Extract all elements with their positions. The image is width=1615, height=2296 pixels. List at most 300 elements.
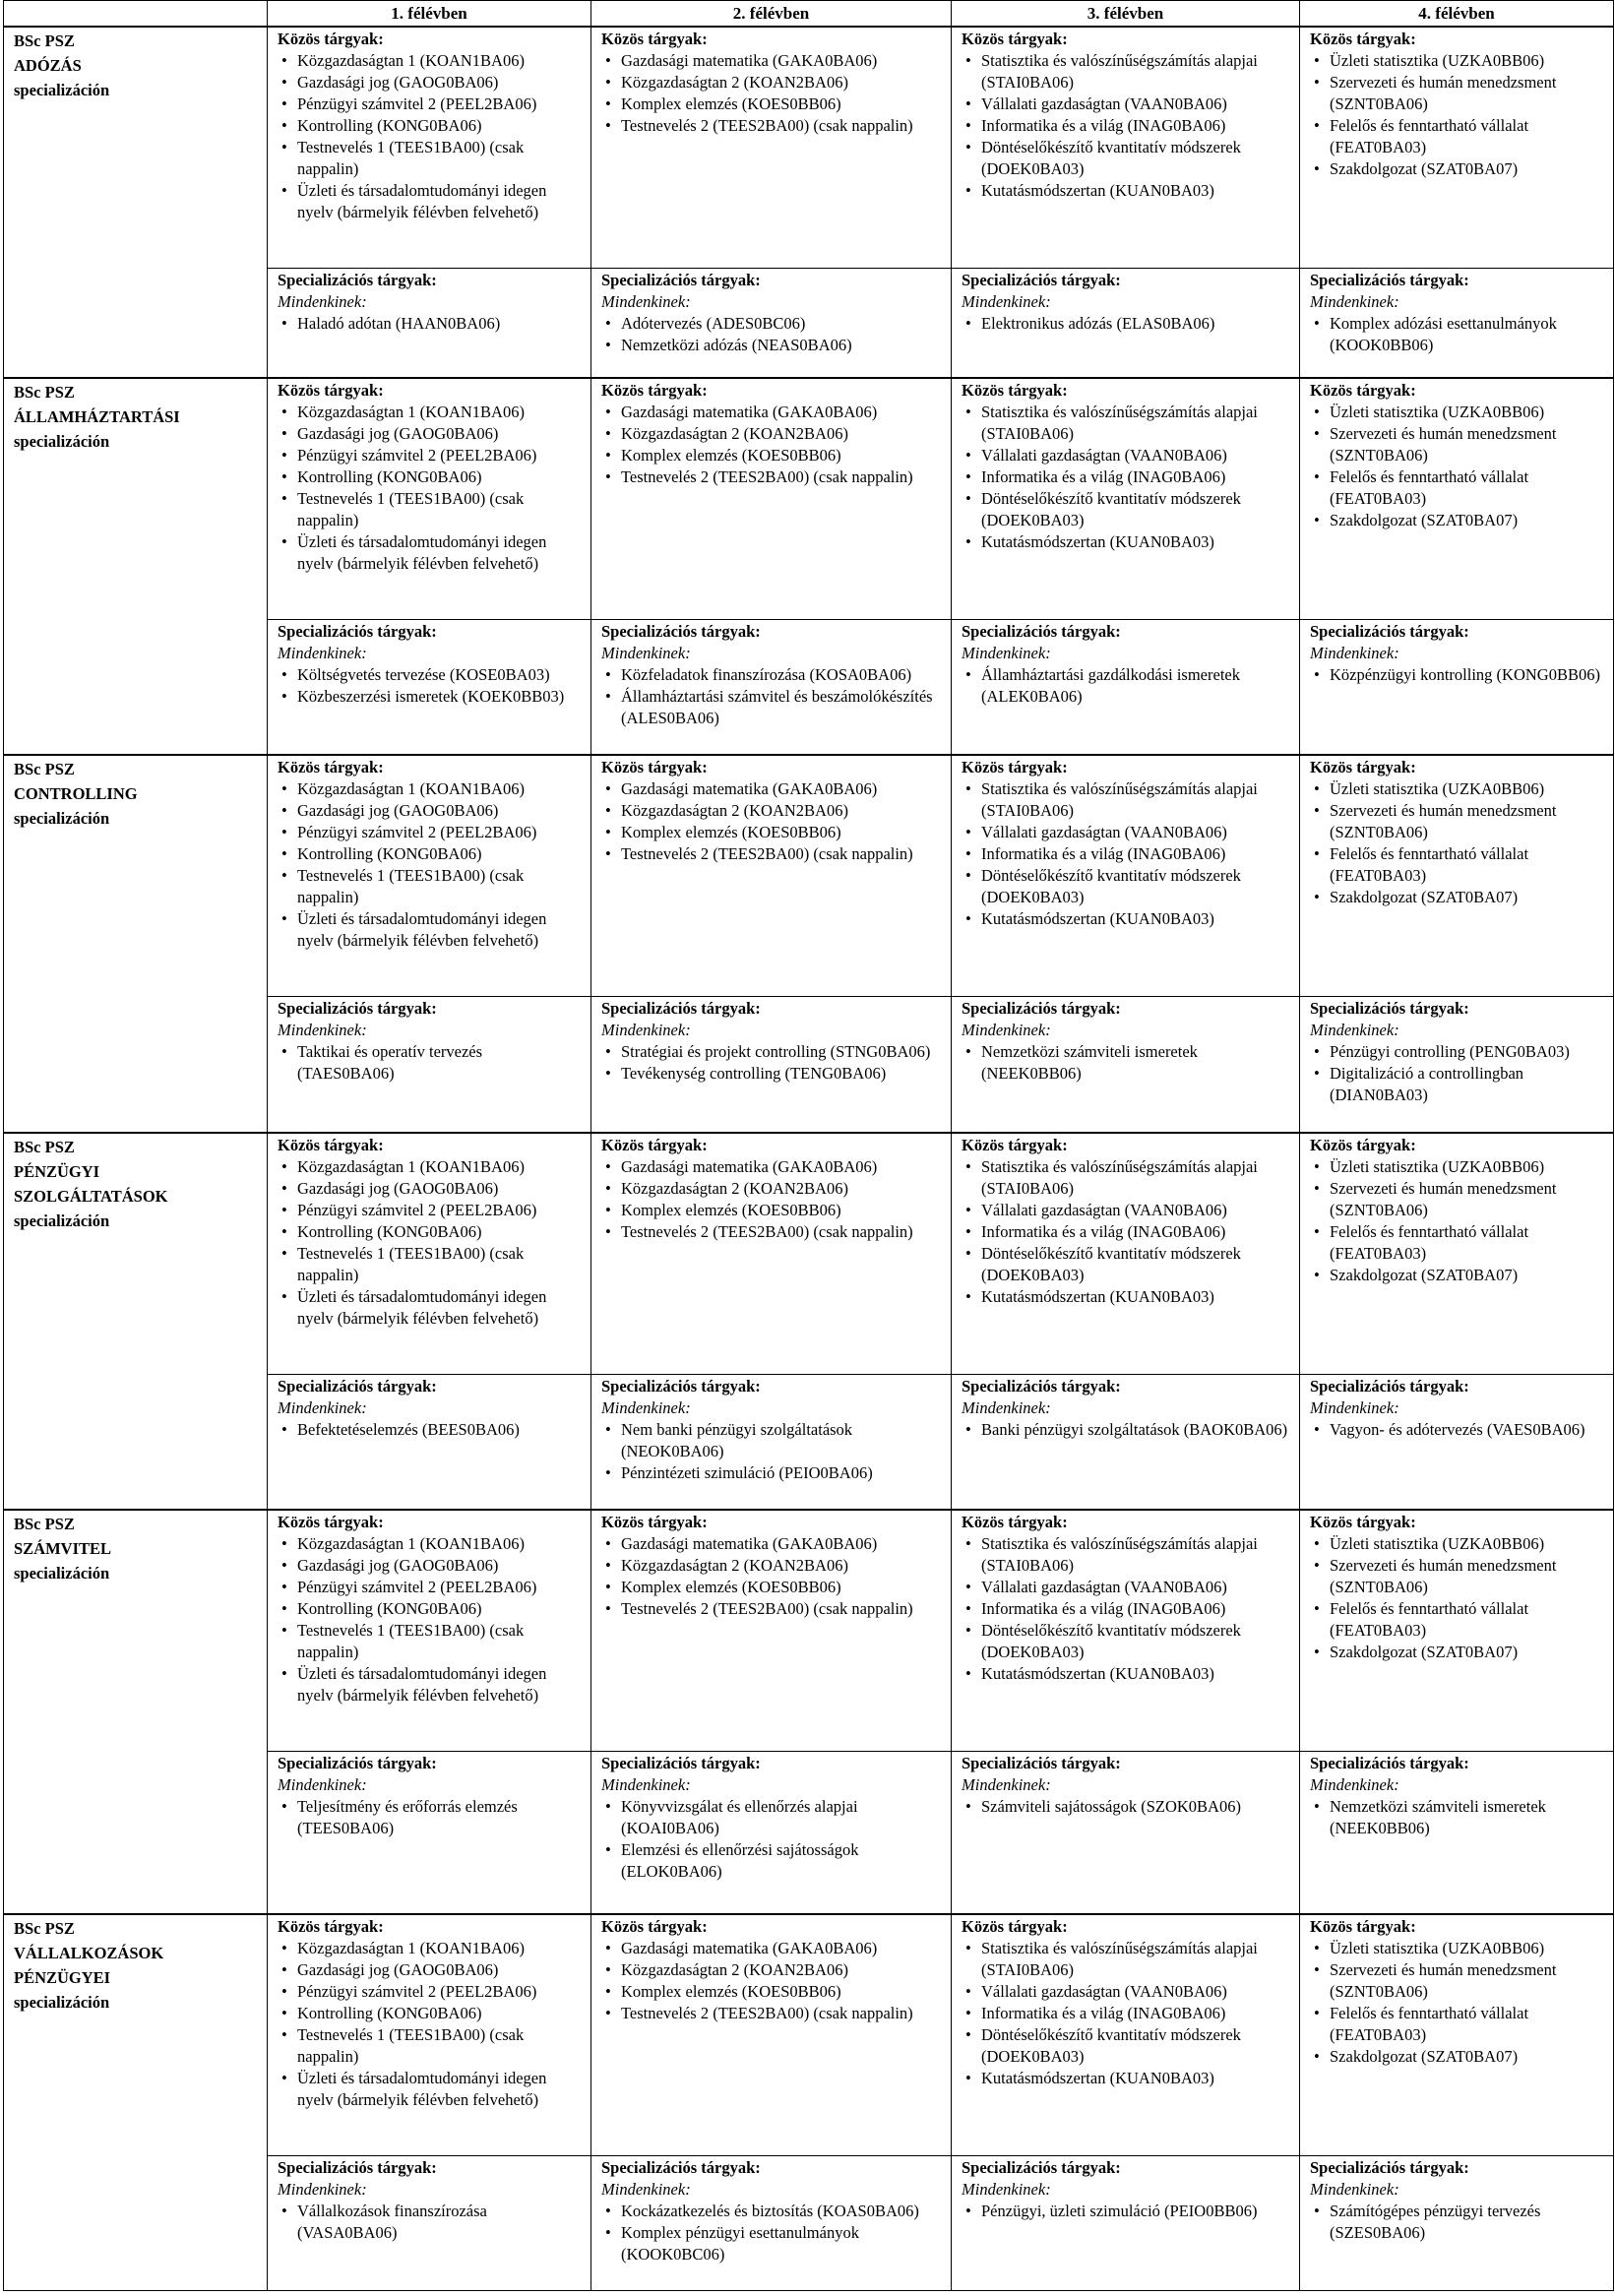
- course-item: • Nem banki pénzügyi szolgáltatások (NEOK0BA06): [601, 1419, 941, 1462]
- everyone-subtitle: Mindenkinek:: [601, 292, 691, 312]
- course-item: • Szakdolgozat (SZAT0BA07): [1310, 158, 1603, 180]
- specialization-courses-title: Specializációs tárgyak:: [962, 621, 1121, 641]
- specialization-name: [4, 1510, 268, 1913]
- common-courses-title: Közös tárgyak:: [278, 1513, 384, 1532]
- course-list: [1310, 402, 1603, 531]
- specialization-courses-semester-3: [952, 1374, 1300, 1510]
- common-courses-title: Közös tárgyak:: [962, 1135, 1068, 1154]
- specialization-name-line: specializáción: [14, 1992, 110, 2012]
- course-item: • Kutatásmódszertan (KUAN0BA03): [962, 1663, 1289, 1685]
- course-item: • Szervezeti és humán menedzsment (SZNT0BA06): [1310, 72, 1603, 115]
- common-row: [4, 27, 1614, 269]
- course-item: • Statisztika és valószínűségszámítás alapjai (STAI0BA06): [962, 50, 1289, 93]
- course-list: [1310, 1533, 1603, 1663]
- specialization-courses-title: Specializációs tárgyak:: [1310, 1376, 1469, 1396]
- course-item: • Nemzetközi adózás (NEAS0BA06): [601, 335, 941, 356]
- course-item: • Komplex elemzés (KOES0BB06): [601, 445, 941, 466]
- course-item: • Közgazdaságtan 2 (KOAN2BA06): [601, 1178, 941, 1200]
- course-list: [601, 2201, 941, 2265]
- course-item: • Üzleti statisztika (UZKA0BB06): [1310, 1156, 1603, 1178]
- header-semester-3: 3. félévben: [952, 1, 1300, 28]
- course-item: • Számítógépes pénzügyi tervezés (SZES0BA06): [1310, 2201, 1603, 2244]
- course-item: • Informatika és a világ (INAG0BA06): [962, 2003, 1289, 2024]
- common-courses-semester-2: [591, 378, 952, 620]
- course-item: • Elektronikus adózás (ELAS0BA06): [962, 313, 1289, 335]
- common-courses-semester-4: [1300, 27, 1614, 269]
- everyone-subtitle: Mindenkinek:: [1310, 1021, 1399, 1040]
- course-list: [962, 1419, 1289, 1441]
- specialization-courses-semester-3: [952, 1752, 1300, 1914]
- specialization-courses-title: Specializációs tárgyak:: [1310, 2157, 1469, 2177]
- everyone-subtitle: Mindenkinek:: [962, 643, 1051, 662]
- course-item: • Közgazdaságtan 2 (KOAN2BA06): [601, 1959, 941, 1981]
- course-item: • Komplex elemzés (KOES0BB06): [601, 1577, 941, 1598]
- course-item: • Közgazdaságtan 2 (KOAN2BA06): [601, 423, 941, 445]
- course-list: [962, 778, 1289, 930]
- course-item: • Közgazdaságtan 2 (KOAN2BA06): [601, 72, 941, 93]
- course-item: • Gazdasági jog (GAOG0BA06): [278, 1555, 581, 1577]
- course-list: [962, 402, 1289, 553]
- course-list: [601, 1419, 941, 1484]
- course-item: • Testnevelés 1 (TEES1BA00) (csak nappalin): [278, 2024, 581, 2068]
- course-item: • Haladó adótan (HAAN0BA06): [278, 313, 581, 335]
- specialization-courses-semester-1: [268, 269, 591, 378]
- course-item: • Komplex elemzés (KOES0BB06): [601, 1981, 941, 2003]
- course-list: [278, 2201, 581, 2244]
- course-item: • Felelős és fenntartható vállalat (FEAT0BA03): [1310, 115, 1603, 158]
- common-courses-title: Közös tárgyak:: [1310, 1513, 1416, 1532]
- course-item: • Üzleti statisztika (UZKA0BB06): [1310, 778, 1603, 800]
- specialization-courses-semester-1: [268, 619, 591, 755]
- course-list: [1310, 1156, 1603, 1286]
- course-item: • Pénzügyi számvitel 2 (PEEL2BA06): [278, 822, 581, 843]
- course-list: [962, 1533, 1289, 1685]
- everyone-subtitle: Mindenkinek:: [278, 1397, 367, 1417]
- course-item: • Szervezeti és humán menedzsment (SZNT0BA06): [1310, 800, 1603, 843]
- course-list: [601, 50, 941, 137]
- specialization-name-line: BSc PSZ: [14, 760, 75, 779]
- common-courses-semester-2: [591, 27, 952, 269]
- everyone-subtitle: Mindenkinek:: [601, 643, 691, 662]
- course-list: [1310, 664, 1603, 686]
- specialization-courses-title: Specializációs tárgyak:: [1310, 271, 1469, 290]
- everyone-subtitle: Mindenkinek:: [278, 2179, 367, 2199]
- course-item: • Statisztika és valószínűségszámítás alapjai (STAI0BA06): [962, 402, 1289, 445]
- course-item: • Komplex pénzügyi esettanulmányok (KOOK0BC06): [601, 2222, 941, 2265]
- course-item: • Gazdasági jog (GAOG0BA06): [278, 1178, 581, 1200]
- common-courses-semester-3: [952, 755, 1300, 997]
- course-list: [962, 313, 1289, 335]
- specialization-courses-title: Specializációs tárgyak:: [962, 2157, 1121, 2177]
- everyone-subtitle: Mindenkinek:: [962, 292, 1051, 312]
- everyone-subtitle: Mindenkinek:: [962, 1021, 1051, 1040]
- course-item: • Testnevelés 1 (TEES1BA00) (csak nappalin): [278, 488, 581, 531]
- specialization-courses-title: Specializációs tárgyak:: [1310, 999, 1469, 1019]
- course-item: • Statisztika és valószínűségszámítás alapjai (STAI0BA06): [962, 1156, 1289, 1200]
- everyone-subtitle: Mindenkinek:: [1310, 643, 1399, 662]
- course-item: • Felelős és fenntartható vállalat (FEAT0BA03): [1310, 466, 1603, 510]
- course-item: • Testnevelés 2 (TEES2BA00) (csak nappalin): [601, 843, 941, 865]
- common-courses-title: Közös tárgyak:: [962, 30, 1068, 48]
- course-item: • Közgazdaságtan 1 (KOAN1BA06): [278, 1938, 581, 1959]
- specialization-courses-semester-1: [268, 997, 591, 1133]
- course-list: [278, 1938, 581, 2111]
- specialization-courses-semester-3: [952, 2155, 1300, 2290]
- specialization-courses-title: Specializációs tárgyak:: [962, 1376, 1121, 1396]
- course-item: • Gazdasági matematika (GAKA0BA06): [601, 50, 941, 72]
- common-courses-semester-2: [591, 1914, 952, 2156]
- specialization-courses-title: Specializációs tárgyak:: [1310, 621, 1469, 641]
- course-item: • Döntéselőkészítő kvantitatív módszerek (DOEK0BA03): [962, 865, 1289, 908]
- common-courses-title: Közös tárgyak:: [1310, 30, 1416, 48]
- specialization-courses-semester-4: [1300, 997, 1614, 1133]
- everyone-subtitle: Mindenkinek:: [1310, 1397, 1399, 1417]
- specialization-courses-semester-3: [952, 269, 1300, 378]
- course-list: [601, 664, 941, 729]
- everyone-subtitle: Mindenkinek:: [601, 2179, 691, 2199]
- common-courses-title: Közös tárgyak:: [601, 1513, 708, 1532]
- course-list: [601, 1533, 941, 1620]
- course-item: • Szakdolgozat (SZAT0BA07): [1310, 1265, 1603, 1286]
- common-courses-semester-1: [268, 1133, 591, 1375]
- specialization-courses-semester-2: [591, 2155, 952, 2290]
- course-item: • Statisztika és valószínűségszámítás alapjai (STAI0BA06): [962, 778, 1289, 822]
- common-courses-semester-1: [268, 1914, 591, 2156]
- course-item: • Üzleti statisztika (UZKA0BB06): [1310, 50, 1603, 72]
- course-item: • Stratégiai és projekt controlling (STNG0BA06): [601, 1041, 941, 1063]
- course-list: [962, 1156, 1289, 1308]
- course-list: [962, 1041, 1289, 1085]
- common-courses-title: Közös tárgyak:: [278, 380, 384, 400]
- course-list: [601, 1796, 941, 1883]
- course-item: • Kontrolling (KONG0BA06): [278, 1221, 581, 1243]
- specialization-courses-title: Specializációs tárgyak:: [1310, 1754, 1469, 1773]
- course-item: • Gazdasági matematika (GAKA0BA06): [601, 1156, 941, 1178]
- everyone-subtitle: Mindenkinek:: [1310, 292, 1399, 312]
- specialization-courses-title: Specializációs tárgyak:: [601, 1376, 761, 1396]
- course-item: • Közgazdaságtan 1 (KOAN1BA06): [278, 1533, 581, 1555]
- course-item: • Felelős és fenntartható vállalat (FEAT0BA03): [1310, 2003, 1603, 2046]
- course-list: [962, 2201, 1289, 2222]
- course-item: • Kontrolling (KONG0BA06): [278, 2003, 581, 2024]
- common-courses-semester-2: [591, 1510, 952, 1752]
- course-item: • Szervezeti és humán menedzsment (SZNT0BA06): [1310, 1178, 1603, 1221]
- specialization-courses-semester-4: [1300, 269, 1614, 378]
- course-item: • Nemzetközi számviteli ismeretek (NEEK0BB06): [1310, 1796, 1603, 1839]
- course-item: • Könyvvizsgálat és ellenőrzés alapjai (KOAI0BA06): [601, 1796, 941, 1839]
- course-item: • Pénzügyi, üzleti szimuláció (PEIO0BB06): [962, 2201, 1289, 2222]
- specialization-courses-semester-2: [591, 1374, 952, 1510]
- course-list: [278, 1041, 581, 1085]
- specialization-courses-semester-2: [591, 269, 952, 378]
- course-item: • Üzleti és társadalomtudományi idegen nyelv (bármelyik félévben felvehető): [278, 1663, 581, 1706]
- course-item: • Kontrolling (KONG0BA06): [278, 466, 581, 488]
- course-item: • Pénzügyi számvitel 2 (PEEL2BA06): [278, 93, 581, 115]
- course-item: • Informatika és a világ (INAG0BA06): [962, 843, 1289, 865]
- common-courses-title: Közös tárgyak:: [601, 380, 708, 400]
- specialization-courses-title: Specializációs tárgyak:: [601, 621, 761, 641]
- course-item: • Szakdolgozat (SZAT0BA07): [1310, 887, 1603, 908]
- course-item: • Testnevelés 1 (TEES1BA00) (csak nappalin): [278, 1243, 581, 1286]
- course-item: • Közgazdaságtan 1 (KOAN1BA06): [278, 1156, 581, 1178]
- course-item: • Pénzügyi számvitel 2 (PEEL2BA06): [278, 1981, 581, 2003]
- specialization-courses-semester-2: [591, 1752, 952, 1914]
- everyone-subtitle: Mindenkinek:: [601, 1397, 691, 1417]
- course-list: [1310, 778, 1603, 908]
- specialization-courses-title: Specializációs tárgyak:: [278, 1754, 437, 1773]
- everyone-subtitle: Mindenkinek:: [601, 1775, 691, 1795]
- curriculum-body: [4, 27, 1614, 2291]
- course-item: • Pénzintézeti szimuláció (PEIO0BA06): [601, 1462, 941, 1484]
- course-item: • Döntéselőkészítő kvantitatív módszerek (DOEK0BA03): [962, 1620, 1289, 1663]
- course-item: • Nemzetközi számviteli ismeretek (NEEK0BB06): [962, 1041, 1289, 1085]
- course-list: [278, 1156, 581, 1330]
- course-item: • Kontrolling (KONG0BA06): [278, 843, 581, 865]
- course-item: • Testnevelés 1 (TEES1BA00) (csak nappalin): [278, 1620, 581, 1663]
- course-list: [278, 1533, 581, 1706]
- course-list: [601, 313, 941, 356]
- specialization-courses-title: Specializációs tárgyak:: [962, 1754, 1121, 1773]
- common-courses-title: Közös tárgyak:: [601, 1135, 708, 1154]
- course-item: • Kontrolling (KONG0BA06): [278, 1598, 581, 1620]
- course-item: • Vállalkozások finanszírozása (VASA0BA06): [278, 2201, 581, 2244]
- course-item: • Komplex elemzés (KOES0BB06): [601, 1200, 941, 1221]
- common-courses-title: Közös tárgyak:: [1310, 1135, 1416, 1154]
- course-item: • Pénzügyi számvitel 2 (PEEL2BA06): [278, 445, 581, 466]
- course-item: • Teljesítmény és erőforrás elemzés (TEES0BA06): [278, 1796, 581, 1839]
- common-courses-title: Közös tárgyak:: [1310, 1916, 1416, 1936]
- specialization-name: [4, 1133, 268, 1511]
- course-list: [1310, 2201, 1603, 2244]
- course-item: • Üzleti és társadalomtudományi idegen nyelv (bármelyik félévben felvehető): [278, 180, 581, 223]
- specialization-courses-semester-4: [1300, 1752, 1614, 1914]
- common-courses-semester-4: [1300, 378, 1614, 620]
- common-courses-title: Közös tárgyak:: [1310, 380, 1416, 400]
- course-item: • Döntéselőkészítő kvantitatív módszerek (DOEK0BA03): [962, 2024, 1289, 2068]
- course-item: • Üzleti és társadalomtudományi idegen nyelv (bármelyik félévben felvehető): [278, 1286, 581, 1330]
- course-item: • Adótervezés (ADES0BC06): [601, 313, 941, 335]
- course-item: • Kutatásmódszertan (KUAN0BA03): [962, 180, 1289, 202]
- common-courses-title: Közös tárgyak:: [278, 1135, 384, 1154]
- common-row: [4, 1133, 1614, 1375]
- course-item: • Kontrolling (KONG0BA06): [278, 115, 581, 137]
- course-item: • Felelős és fenntartható vállalat (FEAT0BA03): [1310, 1221, 1603, 1265]
- course-item: • Költségvetés tervezése (KOSE0BA03): [278, 664, 581, 686]
- common-row: [4, 378, 1614, 620]
- specialization-courses-title: Specializációs tárgyak:: [962, 271, 1121, 290]
- header-corner: [4, 1, 268, 28]
- course-list: [1310, 1796, 1603, 1839]
- course-item: • Döntéselőkészítő kvantitatív módszerek (DOEK0BA03): [962, 1243, 1289, 1286]
- course-item: • Digitalizáció a controllingban (DIAN0BA03): [1310, 1063, 1603, 1106]
- course-item: • Vállalati gazdaságtan (VAAN0BA06): [962, 445, 1289, 466]
- specialization-courses-semester-4: [1300, 1374, 1614, 1510]
- course-item: • Testnevelés 2 (TEES2BA00) (csak nappalin): [601, 466, 941, 488]
- course-item: • Szervezeti és humán menedzsment (SZNT0BA06): [1310, 423, 1603, 466]
- specialization-name-line: SZOLGÁLTATÁSOK: [14, 1186, 168, 1206]
- course-item: • Informatika és a világ (INAG0BA06): [962, 1598, 1289, 1620]
- course-item: • Gazdasági matematika (GAKA0BA06): [601, 778, 941, 800]
- everyone-subtitle: Mindenkinek:: [601, 1021, 691, 1040]
- course-item: • Gazdasági jog (GAOG0BA06): [278, 423, 581, 445]
- specialization-courses-title: Specializációs tárgyak:: [278, 999, 437, 1019]
- common-courses-title: Közös tárgyak:: [601, 1916, 708, 1936]
- course-list: [278, 50, 581, 223]
- course-item: • Gazdasági matematika (GAKA0BA06): [601, 1533, 941, 1555]
- specialization-name-line: BSc PSZ: [14, 382, 75, 402]
- common-courses-title: Közös tárgyak:: [962, 758, 1068, 777]
- specialization-courses-title: Specializációs tárgyak:: [278, 621, 437, 641]
- specialization-name-line: specializáción: [14, 809, 110, 829]
- course-list: [278, 402, 581, 575]
- course-item: • Kockázatkezelés és biztosítás (KOAS0BA06): [601, 2201, 941, 2222]
- common-courses-title: Közös tárgyak:: [278, 758, 384, 777]
- common-courses-semester-1: [268, 1510, 591, 1752]
- course-item: • Testnevelés 1 (TEES1BA00) (csak nappalin): [278, 137, 581, 180]
- course-item: • Testnevelés 1 (TEES1BA00) (csak nappalin): [278, 865, 581, 908]
- course-item: • Testnevelés 2 (TEES2BA00) (csak nappalin): [601, 2003, 941, 2024]
- course-list: [278, 313, 581, 335]
- specialization-courses-semester-1: [268, 1374, 591, 1510]
- specialization-name-line: BSc PSZ: [14, 1515, 75, 1534]
- course-list: [1310, 313, 1603, 356]
- course-list: [962, 664, 1289, 708]
- specialization-name-line: specializáción: [14, 1564, 110, 1583]
- course-item: • Szakdolgozat (SZAT0BA07): [1310, 1642, 1603, 1663]
- course-item: • Vállalati gazdaságtan (VAAN0BA06): [962, 1577, 1289, 1598]
- course-item: • Közpénzügyi kontrolling (KONG0BB06): [1310, 664, 1603, 686]
- specialization-courses-title: Specializációs tárgyak:: [278, 1376, 437, 1396]
- course-item: • Testnevelés 2 (TEES2BA00) (csak nappalin): [601, 115, 941, 137]
- course-item: • Vállalati gazdaságtan (VAAN0BA06): [962, 822, 1289, 843]
- specialization-name: [4, 27, 268, 378]
- everyone-subtitle: Mindenkinek:: [1310, 2179, 1399, 2199]
- course-list: [601, 1938, 941, 2024]
- course-item: • Közgazdaságtan 1 (KOAN1BA06): [278, 50, 581, 72]
- course-item: • Üzleti és társadalomtudományi idegen nyelv (bármelyik félévben felvehető): [278, 2068, 581, 2111]
- specialization-name-line: ADÓZÁS: [14, 56, 82, 75]
- curriculum-table: [3, 0, 1614, 2291]
- course-item: • Tevékenység controlling (TENG0BA06): [601, 1063, 941, 1085]
- course-item: • Szervezeti és humán menedzsment (SZNT0BA06): [1310, 1959, 1603, 2003]
- course-item: • Államháztartási számvitel és beszámolókészítés (ALES0BA06): [601, 686, 941, 729]
- course-item: • Államháztartási gazdálkodási ismeretek (ALEK0BA06): [962, 664, 1289, 708]
- common-courses-title: Közös tárgyak:: [601, 758, 708, 777]
- course-item: • Felelős és fenntartható vállalat (FEAT0BA03): [1310, 1598, 1603, 1642]
- course-item: • Közfeladatok finanszírozása (KOSA0BA06): [601, 664, 941, 686]
- course-item: • Vállalati gazdaságtan (VAAN0BA06): [962, 93, 1289, 115]
- course-item: • Komplex adózási esettanulmányok (KOOK0BB06): [1310, 313, 1603, 356]
- specialization-name-line: BSc PSZ: [14, 1918, 75, 1938]
- common-courses-semester-3: [952, 1914, 1300, 2156]
- everyone-subtitle: Mindenkinek:: [962, 1397, 1051, 1417]
- course-item: • Informatika és a világ (INAG0BA06): [962, 1221, 1289, 1243]
- specialization-name-line: BSc PSZ: [14, 1137, 75, 1156]
- specialization-name-line: specializáción: [14, 431, 110, 451]
- course-item: • Testnevelés 2 (TEES2BA00) (csak nappalin): [601, 1598, 941, 1620]
- specialization-name-line: specializáción: [14, 1210, 110, 1230]
- specialization-courses-title: Specializációs tárgyak:: [601, 2157, 761, 2177]
- course-item: • Gazdasági matematika (GAKA0BA06): [601, 402, 941, 423]
- course-item: • Közgazdaságtan 2 (KOAN2BA06): [601, 800, 941, 822]
- everyone-subtitle: Mindenkinek:: [962, 1775, 1051, 1795]
- common-courses-semester-3: [952, 1510, 1300, 1752]
- specialization-name-line: BSc PSZ: [14, 31, 75, 50]
- course-item: • Számviteli sajátosságok (SZOK0BA06): [962, 1796, 1289, 1818]
- specialization-courses-title: Specializációs tárgyak:: [278, 2157, 437, 2177]
- specialization-name: [4, 755, 268, 1133]
- common-courses-semester-3: [952, 1133, 1300, 1375]
- specialization-name-line: SZÁMVITEL: [14, 1539, 112, 1559]
- specialization-courses-semester-4: [1300, 619, 1614, 755]
- course-item: • Pénzügyi számvitel 2 (PEEL2BA06): [278, 1577, 581, 1598]
- everyone-subtitle: Mindenkinek:: [278, 643, 367, 662]
- course-item: • Pénzügyi számvitel 2 (PEEL2BA06): [278, 1200, 581, 1221]
- course-item: • Gazdasági jog (GAOG0BA06): [278, 800, 581, 822]
- specialization-courses-semester-2: [591, 619, 952, 755]
- course-item: • Kutatásmódszertan (KUAN0BA03): [962, 531, 1289, 553]
- course-item: • Üzleti statisztika (UZKA0BB06): [1310, 1533, 1603, 1555]
- common-courses-semester-2: [591, 755, 952, 997]
- specialization-name-line: specializáción: [14, 81, 110, 99]
- course-list: [278, 1796, 581, 1839]
- specialization-courses-title: Specializációs tárgyak:: [278, 271, 437, 290]
- specialization-courses-semester-4: [1300, 2155, 1614, 2290]
- course-item: • Komplex elemzés (KOES0BB06): [601, 822, 941, 843]
- course-item: • Gazdasági matematika (GAKA0BA06): [601, 1938, 941, 1959]
- specialization-name-line: CONTROLLING: [14, 784, 138, 804]
- specialization-name: [4, 378, 268, 756]
- specialization-name: [4, 1914, 268, 2291]
- course-item: • Üzleti statisztika (UZKA0BB06): [1310, 1938, 1603, 1959]
- course-item: • Informatika és a világ (INAG0BA06): [962, 466, 1289, 488]
- specialization-courses-title: Specializációs tárgyak:: [601, 1754, 761, 1773]
- common-courses-semester-4: [1300, 1510, 1614, 1752]
- course-item: • Pénzügyi controlling (PENG0BA03): [1310, 1041, 1603, 1063]
- course-list: [1310, 50, 1603, 180]
- course-item: • Banki pénzügyi szolgáltatások (BAOK0BA06): [962, 1419, 1289, 1441]
- common-courses-title: Közös tárgyak:: [962, 1513, 1068, 1532]
- common-courses-semester-2: [591, 1133, 952, 1375]
- course-item: • Kutatásmódszertan (KUAN0BA03): [962, 908, 1289, 930]
- common-row: [4, 1914, 1614, 2156]
- header-semester-2: 2. félévben: [591, 1, 952, 28]
- course-item: • Vállalati gazdaságtan (VAAN0BA06): [962, 1981, 1289, 2003]
- specialization-courses-title: Specializációs tárgyak:: [601, 999, 761, 1019]
- specialization-name-line: VÁLLALKOZÁSOK: [14, 1943, 164, 1962]
- course-list: [278, 664, 581, 708]
- specialization-name-line: PÉNZÜGYEI: [14, 1967, 111, 1987]
- course-item: • Taktikai és operatív tervezés (TAES0BA06): [278, 1041, 581, 1085]
- everyone-subtitle: Mindenkinek:: [278, 1775, 367, 1795]
- common-courses-semester-4: [1300, 1133, 1614, 1375]
- course-item: • Statisztika és valószínűségszámítás alapjai (STAI0BA06): [962, 1533, 1289, 1577]
- specialization-courses-title: Specializációs tárgyak:: [601, 271, 761, 290]
- course-list: [278, 1419, 581, 1441]
- common-courses-semester-1: [268, 27, 591, 269]
- common-courses-semester-4: [1300, 755, 1614, 997]
- specialization-name-line: PÉNZÜGYI: [14, 1161, 100, 1181]
- course-item: • Felelős és fenntartható vállalat (FEAT0BA03): [1310, 843, 1603, 887]
- everyone-subtitle: Mindenkinek:: [278, 292, 367, 312]
- course-list: [278, 778, 581, 952]
- common-courses-title: Közös tárgyak:: [962, 1916, 1068, 1936]
- everyone-subtitle: Mindenkinek:: [278, 1021, 367, 1040]
- course-list: [962, 1938, 1289, 2089]
- course-item: • Kutatásmódszertan (KUAN0BA03): [962, 1286, 1289, 1308]
- course-item: • Közgazdaságtan 1 (KOAN1BA06): [278, 402, 581, 423]
- common-courses-semester-1: [268, 755, 591, 997]
